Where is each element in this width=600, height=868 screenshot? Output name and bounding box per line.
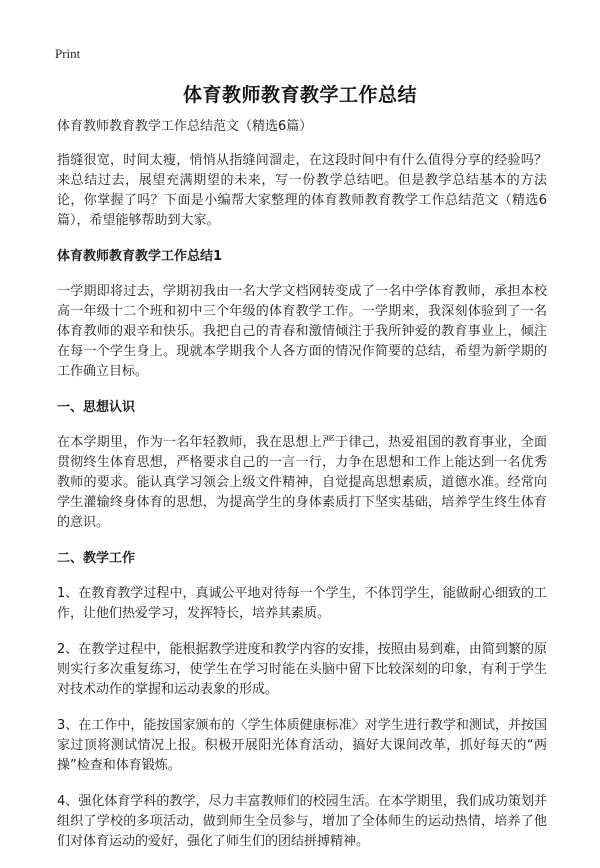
print-label: Print <box>55 46 81 61</box>
teaching-item: 4、强化体育学科的教学，尽力丰富教师们的校园生活。在本学期里，我们成功策划并组织了学校的多项活动，做到师生全员参与，增加了全体师生的运动热情，培养了他们对体育运动的爱好，强化了师生们的团结拼搏精神。 <box>57 794 547 849</box>
intro-paragraph: 指缝很宽，时间太瘦，悄悄从指缝间溜走，在这段时间中有什么值得分享的经验吗？来总结过去，展望充满期望的未来，写一份教学总结吧。但是教学总结基本的方法论，你掌握了吗？下面是小编帮大家整理的体育教师教育教学工作总结范文（精选6篇），希望能够帮助到大家。 <box>57 153 547 228</box>
document-subtitle: 体育教师教育教学工作总结范文（精选6篇） <box>57 119 313 134</box>
document-title: 体育教师教育教学工作总结 <box>182 84 417 106</box>
section-heading: 体育教师教育教学工作总结1 <box>57 249 223 264</box>
teaching-heading: 二、教学工作 <box>57 551 136 566</box>
teaching-item: 3、在工作中，能按国家颁布的〈学生体质健康标准〉对学生进行教学和测试，并按国家过顶将测试情况上报。积极开展阳光体育活动，搞好大课间改革，抓好每天的“两操”检查和体育锻炼。 <box>57 718 547 773</box>
teaching-item: 1、在教育教学过程中，真诚公平地对待每一个学生，不体罚学生，能做耐心细致的工作，让他们热爱学习，发挥特长，培养其素质。 <box>57 586 547 621</box>
thought-heading: 一、思想认识 <box>57 400 136 415</box>
thought-paragraph: 在本学期里，作为一名年轻教师，我在思想上严于律己，热爱祖国的教育事业，全面贯彻终生体育思想，严格要求自己的一言一行，力争在思想和工作上能达到一名优秀教师的要求。能认真学习领会上级文件精神，自觉提高思想素质，道德水准。经常向学生灌输终身体育的思想，为提高学生的身体素质打下坚实基础，培养学生终生体育的意识。 <box>57 435 547 530</box>
document-body <box>57 117 547 868</box>
teaching-item: 2、在教学过程中，能根据教学进度和教学内容的安排，按照由易到难，由简到繁的原则实行多次重复练习，使学生在学习时能在头脑中留下比较深刻的印象，有利于学生对技术动作的掌握和运动表象的形成。 <box>57 642 547 697</box>
section-paragraph: 一学期即将过去，学期初我由一名大学文档网转变成了一名中学体育教师，承担本校高一年级十二个班和初中三个年级的体育教学工作。一学期来，我深刻体验到了一名体育教师的艰辛和快乐。我把自己的青春和激情倾注于我所钟爱的教育事业上，倾注在每一个学生身上。现就本学期我个人各方面的情况作简要的总结，希望为新学期的工作确立目标。 <box>57 284 547 379</box>
